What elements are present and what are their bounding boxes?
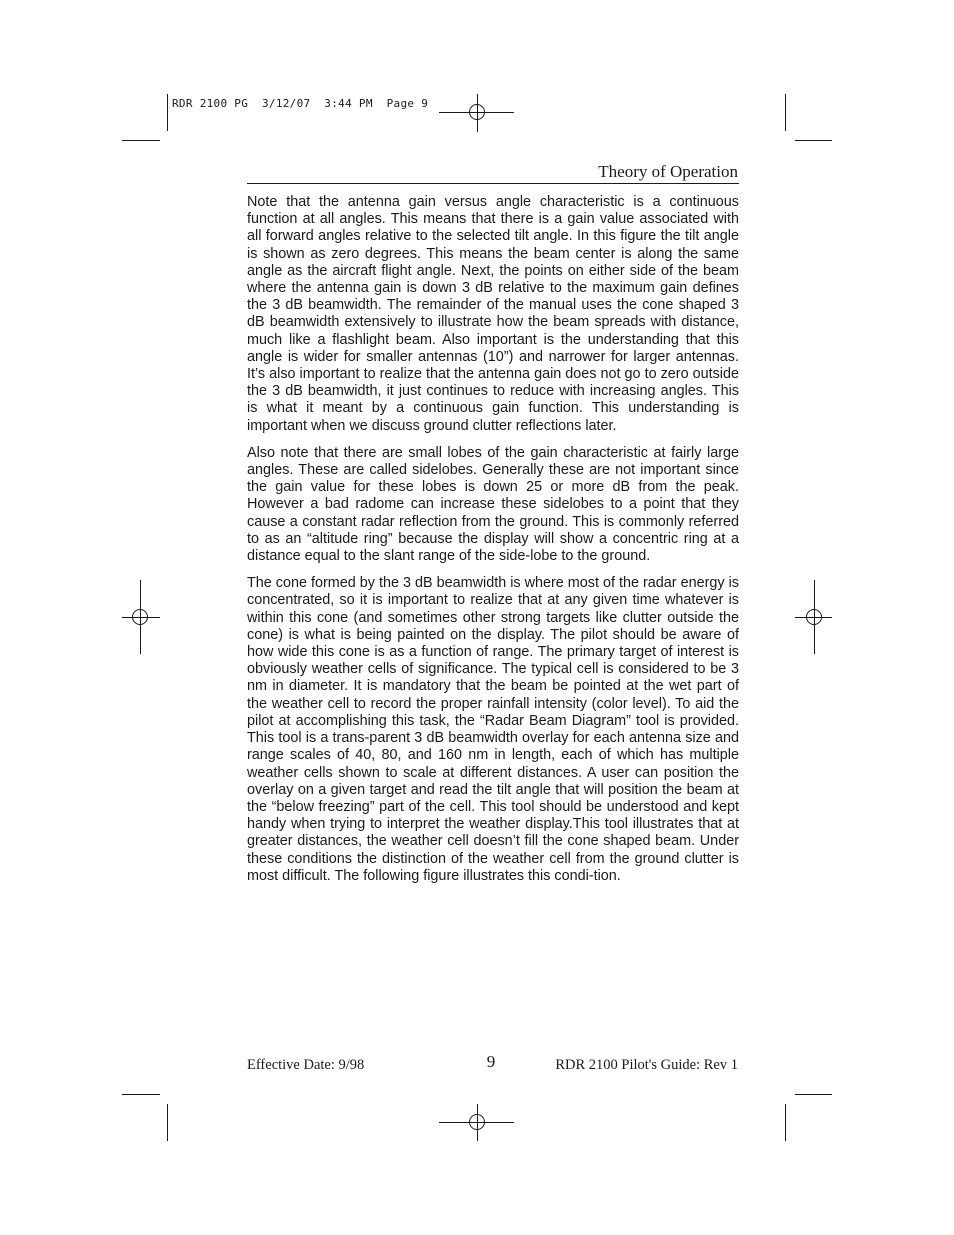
registration-mark-left-circle [132, 609, 148, 625]
footer-document-title: RDR 2100 Pilot's Guide: Rev 1 [555, 1057, 738, 1073]
registration-mark-bottom-circle [469, 1114, 485, 1130]
crop-mark-top-right-vertical [785, 94, 786, 131]
crop-mark-top-right-horizontal [795, 140, 832, 141]
registration-mark-right-circle [806, 609, 822, 625]
paragraph: Also note that there are small lobes of the gain characteristic at fairly large angles. These are called sidelobes. Generally these are not important since the gain value for these lobes is down 25 or more dB from the peak. However a bad radome can increase these sidelobes to a point that they cause a constant radar reflection from the ground. This is commonly referred to as an “altitude ring” because the display will show a concentric ring at a distance equal to the slant range of the side-lobe to the ground. [247, 444, 739, 565]
page-number: 9 [486, 1052, 496, 1071]
crop-mark-top-left-vertical [167, 94, 168, 131]
crop-mark-bottom-right-horizontal [795, 1094, 832, 1095]
crop-mark-bottom-left-vertical [167, 1104, 168, 1141]
registration-mark-top-circle [469, 104, 485, 120]
section-title: Theory of Operation [598, 162, 738, 181]
paragraph: The cone formed by the 3 dB beamwidth is where most of the radar energy is concentrated, so it is important to realize that at any given time whatever is within this cone (and sometimes other strong targets like clutter outside the cone) is what is being painted on the display. The pilot should be aware of how wide this cone is as a function of range. The primary target of interest is obviously weather cells of significance. The typical cell is considered to be 3 nm in diameter. It is mandatory that the beam be pointed at the wet part of the weather cell to record the proper rainfall intensity (color level). To aid the pilot at accomplishing this task, the “Radar Beam Diagram” tool is provided. This tool is a trans-parent 3 dB beamwidth overlay for each antenna size and range scales of 40, 80, and 160 nm in length, each of which has multiple weather cells shown to scale at different distances. A user can position the overlay on a given target and read the tilt angle that will position the beam at the “below freezing” part of the cell. This tool should be understood and kept handy when trying to interpret the weather display.This tool illustrates that at greater distances, the weather cell doesn’t fill the cone shaped beam. Under these conditions the distinction of the weather cell from the ground clutter is most difficult. The following figure illustrates this condi-tion. [247, 575, 739, 884]
crop-mark-top-left-horizontal [122, 140, 160, 141]
crop-mark-bottom-right-vertical [785, 1104, 786, 1141]
footer-effective-date: Effective Date: 9/98 [247, 1057, 365, 1073]
printer-slug: RDR 2100 PG 3/12/07 3:44 PM Page 9 [172, 97, 429, 110]
crop-mark-bottom-left-horizontal [122, 1094, 160, 1095]
body-text [247, 194, 739, 895]
paragraph: Note that the antenna gain versus angle characteristic is a continuous function at all angles. This means that there is a gain value associated with all forward angles relative to the selected tilt angle. In this figure the tilt angle is shown as zero degrees. This means the beam center is along the same angle as the aircraft flight angle. Next, the points on either side of the beam where the antenna gain is down 3 dB relative to the maximum gain defines the 3 dB beamwidth. The remainder of the manual uses the cone shaped 3 dB beamwidth extensively to illustrate how the beam spreads with distance, much like a flashlight beam. Also important is the understanding that this angle is wider for smaller antennas (10”) and narrower for larger antennas. It’s also important to realize that the antenna gain does not go to zero outside the 3 dB beamwidth, it just continues to reduce with increasing angles. This is what it meant by a continuous gain function. This understanding is important when we discuss ground clutter reflections later. [247, 194, 739, 434]
header-rule [247, 183, 739, 184]
